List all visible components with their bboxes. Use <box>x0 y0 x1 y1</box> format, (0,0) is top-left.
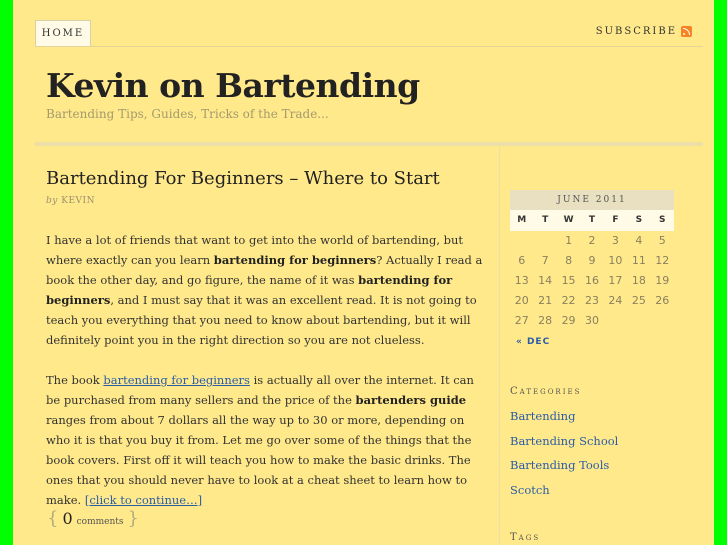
calendar-day: 21 <box>538 294 553 307</box>
calendar-day: 5 <box>658 234 666 247</box>
calendar-day: 15 <box>561 274 576 287</box>
comments-link[interactable] <box>47 508 139 529</box>
nav-home-tab[interactable]: HOME <box>35 20 91 47</box>
calendar-day: 11 <box>631 254 646 267</box>
rss-icon[interactable] <box>681 26 692 37</box>
post-paragraph-2 <box>46 370 486 510</box>
calendar-day: 25 <box>631 294 646 307</box>
sidebar-divider <box>499 146 500 545</box>
category-link[interactable]: Bartending School <box>510 433 619 448</box>
p1-text-a: I have a lot of friends that want to get into the world of bartending, but where exactly can you learn <box>46 233 464 267</box>
bartending-for-beginners-link[interactable]: bartending for beginners <box>103 373 250 387</box>
calendar-day: 13 <box>514 274 529 287</box>
calendar-day: 27 <box>514 314 529 327</box>
calendar-day: 1 <box>565 234 573 247</box>
category-link[interactable]: Bartending <box>510 409 576 423</box>
p2-text-c: ranges from about 7 dollars all the way up to 30 or more, depending on who it is that you buy it from. Let me go over some of the things that the book covers. First off it will teach you how to make the basic drinks. The ones that you should never have to look at a cheat sheet to learn how to make. <box>46 413 472 507</box>
calendar-day: 16 <box>584 274 599 287</box>
subscribe-link[interactable] <box>596 26 692 37</box>
calendar-day: 7 <box>541 254 549 267</box>
weekday-label: T <box>542 215 549 225</box>
post-byline <box>46 196 95 206</box>
comments-count[interactable]: 0 <box>62 509 73 528</box>
calendar-day: 4 <box>635 234 643 247</box>
page <box>13 0 714 545</box>
p1-text-c: , and I must say that it was an excellent read. It is not going to teach you everything that you need to know about bartending, but it will definitely point you in the right direction so you are not clueless. <box>46 293 477 347</box>
header-divider <box>35 142 703 146</box>
calendar-day: 2 <box>588 234 596 247</box>
comments-brace-open: { <box>47 508 59 529</box>
site-title[interactable]: Kevin on Bartending <box>46 66 420 105</box>
weekday-label: W <box>563 215 574 225</box>
calendar-caption: JUNE 2011 <box>510 190 674 210</box>
calendar-day: 28 <box>538 314 553 327</box>
tags-heading: Tags <box>510 532 541 543</box>
calendar-day <box>533 231 556 251</box>
calendar-day: 14 <box>538 274 553 287</box>
calendar-day: 24 <box>608 294 623 307</box>
p1-bold-keyword-1: bartending for beginners <box>213 253 377 267</box>
weekday-label: S <box>635 215 643 225</box>
nav-divider <box>35 46 703 47</box>
p2-bold-keyword: bartenders guide <box>355 393 467 407</box>
comments-label[interactable]: comments <box>76 517 124 527</box>
weekday-label: F <box>612 215 619 225</box>
weekday-label: S <box>659 215 666 225</box>
p2-text-a: The book <box>46 373 104 387</box>
author-link[interactable]: KEVIN <box>61 196 95 206</box>
weekday-label: T <box>588 215 596 225</box>
calendar-day: 22 <box>561 294 576 307</box>
weekday-label: M <box>517 215 527 225</box>
category-link[interactable]: Scotch <box>510 482 550 497</box>
categories-list <box>510 404 618 502</box>
calendar-day: 3 <box>611 234 619 247</box>
continue-reading-link[interactable]: [click to continue…] <box>84 493 203 507</box>
calendar-day: 17 <box>608 274 623 287</box>
comments-brace-close: } <box>127 508 139 529</box>
calendar-day: 26 <box>655 294 670 307</box>
calendar-day: 29 <box>561 314 576 327</box>
calendar-day: 23 <box>584 294 599 307</box>
categories-heading: Categories <box>510 386 582 397</box>
p1-bold-keyword-2: bartending for beginners <box>46 273 453 307</box>
post-title[interactable]: Bartending For Beginners – Where to Start <box>46 168 440 189</box>
post-paragraph-1 <box>46 230 486 350</box>
calendar-day: 8 <box>565 254 573 267</box>
calendar-day: 9 <box>588 254 596 267</box>
calendar-day <box>604 311 627 331</box>
calendar-day <box>651 311 674 331</box>
calendar-day: 18 <box>631 274 646 287</box>
calendar-day: 10 <box>608 254 623 267</box>
subscribe-label[interactable]: SUBSCRIBE <box>595 26 677 37</box>
calendar-day <box>510 231 533 251</box>
calendar-day <box>627 311 650 331</box>
calendar-days-grid <box>510 231 674 331</box>
calendar-day: 20 <box>514 294 529 307</box>
calendar-day: 30 <box>584 314 599 327</box>
byline-prefix: by <box>46 196 58 206</box>
calendar-weekday-header <box>510 210 674 231</box>
p2-text-b: is actually all over the internet. It can be purchased from many sellers and the price of the <box>46 373 474 407</box>
category-link[interactable]: Bartending Tools <box>510 458 610 472</box>
calendar-widget <box>510 190 674 347</box>
calendar-day: 19 <box>655 274 670 287</box>
calendar-prev-month-link[interactable]: « DEC <box>516 337 551 347</box>
site-description: Bartending Tips, Guides, Tricks of the Trade... <box>46 107 329 121</box>
calendar-day: 6 <box>518 254 526 267</box>
p1-text-b: ? Actually I read a book the other day, and go figure, the name of it was <box>46 253 483 287</box>
calendar-day: 12 <box>655 254 670 267</box>
